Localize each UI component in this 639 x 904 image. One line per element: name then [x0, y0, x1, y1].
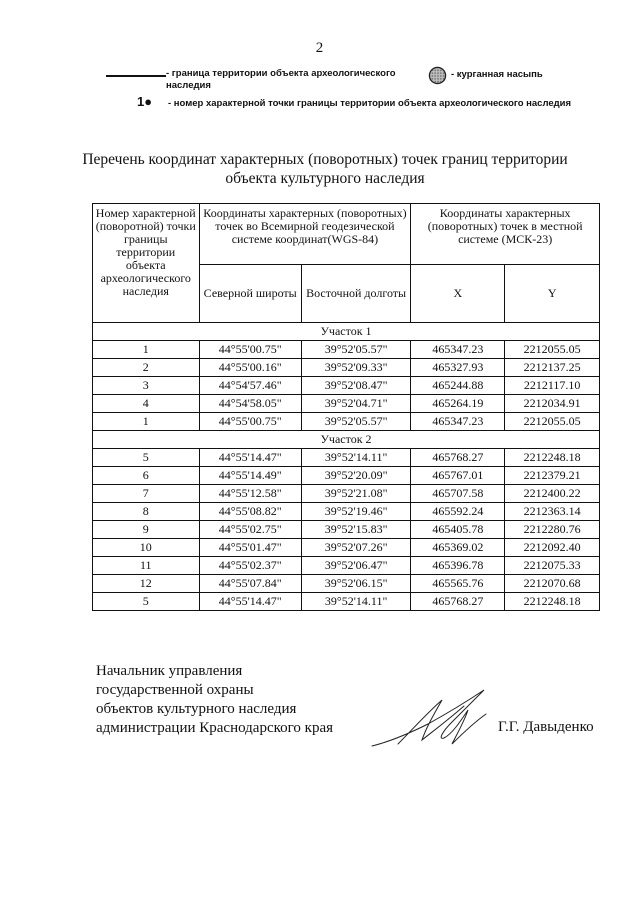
table-body — [93, 323, 600, 611]
table-row — [93, 449, 600, 467]
table-row — [93, 377, 600, 395]
longitude-cell: 39°52'05.57" — [301, 341, 410, 359]
latitude-cell: 44°55'02.75" — [199, 521, 301, 539]
longitude-cell: 39°52'14.11" — [301, 449, 410, 467]
x-coordinate-cell: 465707.58 — [411, 485, 505, 503]
section-row — [93, 323, 600, 341]
latitude-cell: 44°55'00.75" — [199, 413, 301, 431]
table-row — [93, 593, 600, 611]
y-coordinate-cell: 2212379.21 — [505, 467, 600, 485]
table-row — [93, 395, 600, 413]
y-coordinate-cell: 2212092.40 — [505, 539, 600, 557]
table-row — [93, 467, 600, 485]
point-number-cell: 6 — [93, 467, 200, 485]
header-y: Y — [505, 265, 600, 323]
latitude-cell: 44°55'14.47" — [199, 449, 301, 467]
x-coordinate-cell: 465767.01 — [411, 467, 505, 485]
table-row — [93, 413, 600, 431]
header-north: Северной широты — [199, 265, 301, 323]
position-line-2: государственной охраны — [96, 682, 254, 698]
point-number-cell: 5 — [93, 593, 200, 611]
y-coordinate-cell: 2212280.76 — [505, 521, 600, 539]
document-title: Перечень координат характерных (поворотных) точек границ территории объекта культурного наследия — [82, 151, 568, 187]
table-row — [93, 557, 600, 575]
header-wgs: Координаты характерных (поворотных) точек во Всемирной геодезической системе координат(WGS-84) — [199, 204, 411, 265]
longitude-cell: 39°52'14.11" — [301, 593, 410, 611]
handwritten-signature — [368, 684, 490, 754]
latitude-cell: 44°55'14.47" — [199, 593, 301, 611]
point-number-cell: 3 — [93, 377, 200, 395]
section-label: Участок 2 — [93, 431, 600, 449]
longitude-cell: 39°52'06.15" — [301, 575, 410, 593]
latitude-cell: 44°55'07.84" — [199, 575, 301, 593]
y-coordinate-cell: 2212075.33 — [505, 557, 600, 575]
latitude-cell: 44°55'12.58" — [199, 485, 301, 503]
point-number-cell: 7 — [93, 485, 200, 503]
point-number-cell: 1 — [93, 413, 200, 431]
y-coordinate-cell: 2212117.10 — [505, 377, 600, 395]
x-coordinate-cell: 465396.78 — [411, 557, 505, 575]
x-coordinate-cell: 465327.93 — [411, 359, 505, 377]
point-number-cell: 8 — [93, 503, 200, 521]
y-coordinate-cell: 2212137.25 — [505, 359, 600, 377]
table-row — [93, 575, 600, 593]
x-coordinate-cell: 465264.19 — [411, 395, 505, 413]
x-coordinate-cell: 465347.23 — [411, 341, 505, 359]
point-number-cell: 12 — [93, 575, 200, 593]
y-coordinate-cell: 2212400.22 — [505, 485, 600, 503]
latitude-cell: 44°55'01.47" — [199, 539, 301, 557]
longitude-cell: 39°52'07.26" — [301, 539, 410, 557]
x-coordinate-cell: 465565.76 — [411, 575, 505, 593]
table-row — [93, 485, 600, 503]
point-number-cell: 4 — [93, 395, 200, 413]
latitude-cell: 44°54'58.05" — [199, 395, 301, 413]
longitude-cell: 39°52'04.71" — [301, 395, 410, 413]
y-coordinate-cell: 2212248.18 — [505, 593, 600, 611]
y-coordinate-cell: 2212055.05 — [505, 341, 600, 359]
table-row — [93, 521, 600, 539]
y-coordinate-cell: 2212070.68 — [505, 575, 600, 593]
header-x: X — [411, 265, 505, 323]
section-label: Участок 1 — [93, 323, 600, 341]
header-point-number: Номер характерной (поворотной) точки границы территории объекта археологического наследия — [93, 204, 200, 323]
longitude-cell: 39°52'09.33" — [301, 359, 410, 377]
latitude-cell: 44°55'02.37" — [199, 557, 301, 575]
x-coordinate-cell: 465592.24 — [411, 503, 505, 521]
point-number-cell: 11 — [93, 557, 200, 575]
point-number-cell: 1 — [93, 341, 200, 359]
point-number-cell: 9 — [93, 521, 200, 539]
table-row — [93, 539, 600, 557]
position-line-4: администрации Краснодарского края — [96, 720, 334, 736]
x-coordinate-cell: 465244.88 — [411, 377, 505, 395]
boundary-line-symbol — [106, 75, 166, 77]
point-number-cell: 10 — [93, 539, 200, 557]
table-row — [93, 359, 600, 377]
x-coordinate-cell: 465768.27 — [411, 449, 505, 467]
y-coordinate-cell: 2212055.05 — [505, 413, 600, 431]
table-row — [93, 503, 600, 521]
longitude-cell: 39°52'05.57" — [301, 413, 410, 431]
longitude-cell: 39°52'08.47" — [301, 377, 410, 395]
latitude-cell: 44°54'57.46" — [199, 377, 301, 395]
point-symbol-icon: 1● — [137, 94, 153, 109]
table-row — [93, 341, 600, 359]
latitude-cell: 44°55'00.75" — [199, 341, 301, 359]
longitude-cell: 39°52'06.47" — [301, 557, 410, 575]
point-number-cell: 2 — [93, 359, 200, 377]
legend-boundary-text: - граница территории объекта археологического наследия — [166, 68, 396, 91]
longitude-cell: 39°52'20.09" — [301, 467, 410, 485]
header-local: Координаты характерных (поворотных) точек в местной системе (МСК-23) — [411, 204, 600, 265]
legend-point-text: - номер характерной точки границы территории объекта археологического наследия — [168, 98, 572, 109]
point-number-cell: 5 — [93, 449, 200, 467]
position-line-3: объектов культурного наследия — [96, 701, 297, 717]
latitude-cell: 44°55'08.82" — [199, 503, 301, 521]
x-coordinate-cell: 465369.02 — [411, 539, 505, 557]
position-line-1: Начальник управления — [96, 663, 243, 679]
x-coordinate-cell: 465347.23 — [411, 413, 505, 431]
signature-name: Г.Г. Давыденко — [498, 719, 594, 735]
y-coordinate-cell: 2212363.14 — [505, 503, 600, 521]
latitude-cell: 44°55'00.16" — [199, 359, 301, 377]
signature-position — [96, 662, 333, 738]
mound-icon — [428, 66, 447, 85]
y-coordinate-cell: 2212034.91 — [505, 395, 600, 413]
x-coordinate-cell: 465405.78 — [411, 521, 505, 539]
section-row — [93, 431, 600, 449]
longitude-cell: 39°52'15.83" — [301, 521, 410, 539]
coordinates-table — [92, 203, 600, 611]
longitude-cell: 39°52'19.46" — [301, 503, 410, 521]
header-east: Восточной долготы — [301, 265, 410, 323]
y-coordinate-cell: 2212248.18 — [505, 449, 600, 467]
page-number: 2 — [315, 40, 324, 56]
legend-mound-text: - курганная насыпь — [451, 69, 543, 80]
latitude-cell: 44°55'14.49" — [199, 467, 301, 485]
x-coordinate-cell: 465768.27 — [411, 593, 505, 611]
longitude-cell: 39°52'21.08" — [301, 485, 410, 503]
